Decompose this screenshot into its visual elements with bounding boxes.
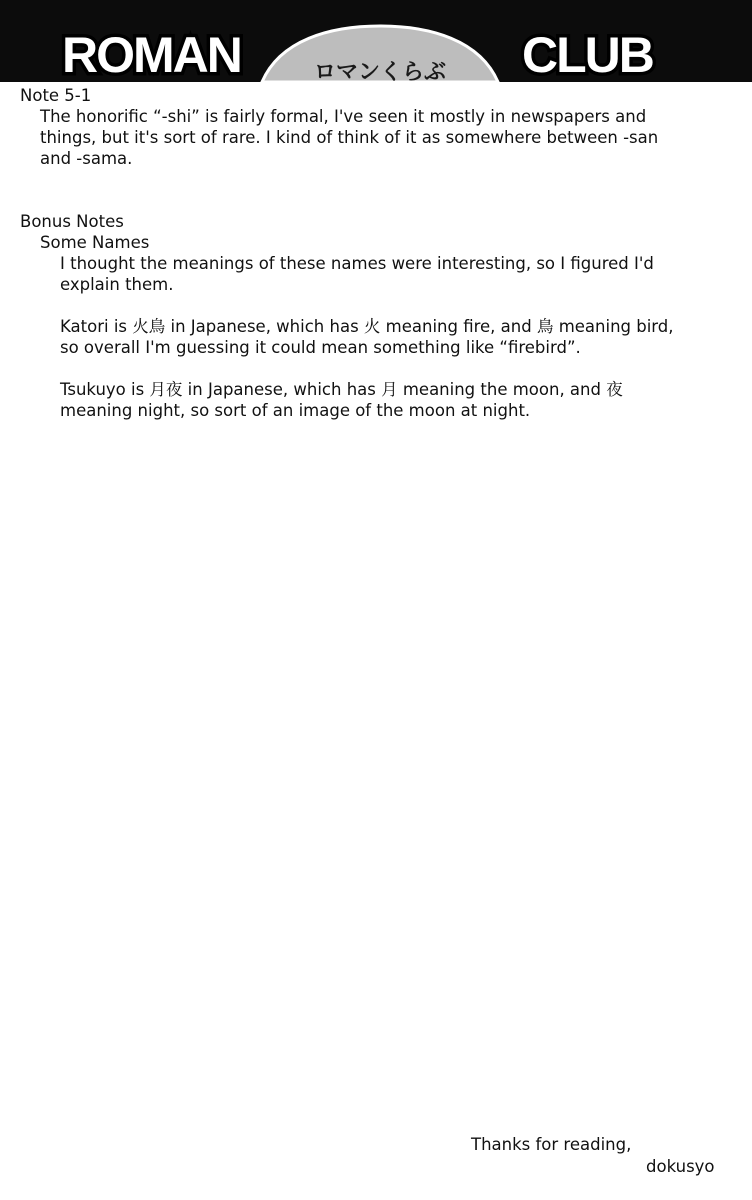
note-line-3: and -sama. <box>40 149 133 168</box>
logo-subtitle: ロマンくらぶ <box>313 60 447 82</box>
tsukuyo-line-2: meaning night, so sort of an image of the moon at night. <box>60 401 531 420</box>
intro-line-1: I thought the meanings of these names were interesting, so I figured I'd <box>60 254 654 273</box>
thanks-text: Thanks for reading, <box>471 1135 632 1154</box>
katori-line-2: so overall I'm guessing it could mean something like “firebird”. <box>60 338 581 357</box>
manga-title-banner <box>0 0 752 82</box>
note-line-2: things, but it's sort of rare. I kind of think of it as somewhere between -san <box>40 128 659 147</box>
bonus-subtitle: Some Names <box>40 233 150 252</box>
banner-graphic <box>0 0 752 82</box>
note-line-1: The honorific “-shi” is fairly formal, I've seen it mostly in newspapers and <box>40 107 647 126</box>
note-title: Note 5-1 <box>20 86 92 105</box>
intro-line-2: explain them. <box>60 275 174 294</box>
tsukuyo-line-1: Tsukuyo is 月夜 in Japanese, which has 月 meaning the moon, and 夜 <box>60 380 623 399</box>
logo-word-right: CLUB <box>522 27 653 82</box>
logo-word-left: ROMAN <box>62 27 241 82</box>
signature-text: dokusyo <box>646 1157 715 1176</box>
katori-line-1: Katori is 火鳥 in Japanese, which has 火 meaning fire, and 鳥 meaning bird, <box>60 317 674 336</box>
bonus-title: Bonus Notes <box>20 212 124 231</box>
